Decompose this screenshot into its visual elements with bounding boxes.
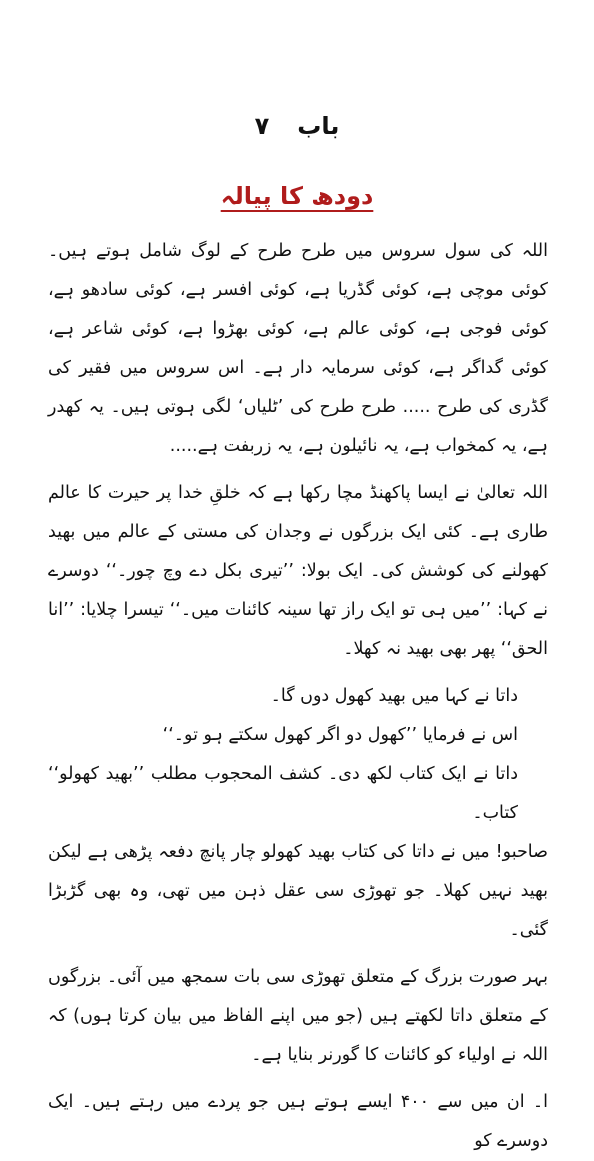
chapter-title: دودھ کا پیالہ (220, 182, 374, 210)
paragraph: اس نے فرمایا ’’کھول دو اگر کھول سکتے ہو تو۔‘‘ (162, 725, 518, 745)
paragraph: صاحبو! میں نے داتا کی کتاب بھید کھولو چار پانچ دفعہ پڑھی ہے لیکن بھید نہیں کھلا۔ جو تھوڑی سی عقل ذہن میں تھی، وہ بھی گڑبڑا گئی۔ (48, 842, 548, 940)
paragraph: بہر صورت بزرگ کے متعلق تھوڑی سی بات سمجھ میں آئی۔ بزرگوں کے متعلق داتا لکھتے ہیں (جو میں اپنے الفاظ میں بیان کرتا ہوں) کہ اللہ نے اولیاء کو کائنات کا گورنر بنایا ہے۔ (48, 967, 548, 1065)
chapter-heading (0, 112, 594, 140)
paragraph: داتا نے ایک کتاب لکھ دی۔ کشف المحجوب مطلب ’’بھید کھولو‘‘ کتاب۔ (48, 764, 518, 823)
paragraph: اللہ کی سول سروس میں طرح طرح کے لوگ شامل ہوتے ہیں۔ کوئی موچی ہے، کوئی گڈریا ہے، کوئی افسر ہے، کوئی سادھو ہے، کوئی فوجی ہے، کوئی عالم ہے، کوئی بھڑوا ہے، کوئی شاعر ہے، کوئی گداگر ہے، کوئی سرمایہ دار ہے۔ اس سروس میں فقیر کی گڈری کی طرح ..... طرح طرح کی ’ٹلیاں‘ لگی ہوتی ہیں۔ یہ کھدر ہے، یہ کمخواب ہے، یہ نائیلون ہے، یہ زربفت ہے..... (48, 241, 548, 456)
chapter-word: باب (297, 112, 340, 140)
paragraph: ا۔ ان میں سے ۴۰۰ ایسے ہوتے ہیں جو پردے میں رہتے ہیں۔ ایک دوسرے کو (48, 1092, 548, 1151)
body-text (48, 232, 548, 1161)
chapter-number: ۷ (254, 112, 270, 140)
paragraph: اللہ تعالیٰ نے ایسا پاکھنڈ مچا رکھا ہے کہ خلقِ خدا پر حیرت کا عالم طاری ہے۔ کئی ایک بزرگوں نے وجدان کی مستی کے عالم میں بھید کھولنے کی کوشش کی۔ ایک بولا: ’’تیری بکل دے وچ چور۔‘‘ دوسرے نے کہا: ’’میں ہی تو ایک راز تھا سینہ کائنات میں۔‘‘ تیسرا چلایا: ’’انا الحق‘‘ پھر بھی بھید نہ کھلا۔ (48, 483, 548, 659)
paragraph: داتا نے کہا میں بھید کھول دوں گا۔ (270, 686, 518, 706)
